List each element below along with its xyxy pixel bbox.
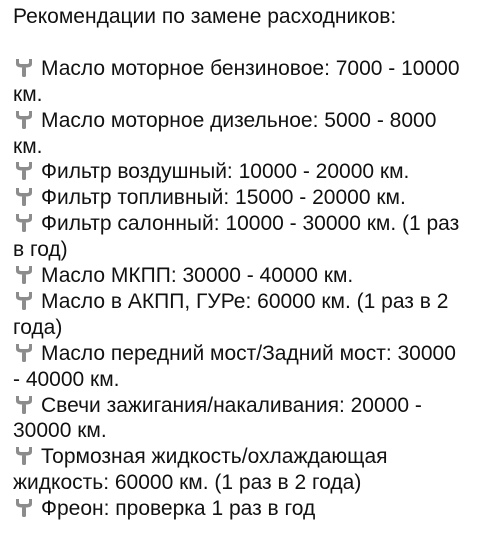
- wrench-icon: [13, 160, 35, 181]
- wrench-icon: [13, 186, 35, 207]
- blank-line: [13, 30, 466, 56]
- list-item: [13, 289, 466, 341]
- wrench-icon: [13, 394, 35, 415]
- item-text: Масло передний мост/Задний мост: 30000 - 40000 км.: [13, 341, 456, 391]
- list-item: [13, 108, 466, 160]
- item-text: Масло моторное бензиновое: 7000 - 10000 км.: [13, 56, 460, 106]
- list-item: [13, 444, 466, 496]
- list-item: [13, 393, 466, 445]
- wrench-icon: [13, 57, 35, 78]
- wrench-icon: [13, 290, 35, 311]
- list-item: [13, 211, 466, 263]
- item-text: Масло моторное дизельное: 5000 - 8000 км.: [13, 108, 437, 158]
- list-item: [13, 263, 466, 289]
- list-item: [13, 185, 466, 211]
- list-item: [13, 496, 466, 522]
- wrench-icon: [13, 264, 35, 285]
- item-text: Масло МКПП: 30000 - 40000 км.: [41, 264, 354, 288]
- item-text: Свечи зажигания/накаливания: 20000 - 30000 км.: [13, 393, 422, 443]
- wrench-icon: [13, 445, 35, 466]
- wrench-icon: [13, 212, 35, 233]
- item-text: Тормозная жидкость/охлаждающая жидкость: 60000 км. (1 раз в 2 года): [13, 445, 388, 495]
- list-item: [13, 341, 466, 393]
- note-title: Рекомендации по замене расходников:: [13, 5, 397, 28]
- list-item: [13, 56, 466, 108]
- item-text: Фильтр воздушный: 10000 - 20000 км.: [41, 160, 410, 184]
- item-text: Фильтр топливный: 15000 - 20000 км.: [41, 186, 406, 210]
- wrench-icon: [13, 109, 35, 130]
- item-text: Фреон: проверка 1 раз в год: [41, 497, 316, 521]
- item-text: Масло в АКПП, ГУРе: 60000 км. (1 раз в 2 года): [13, 289, 449, 339]
- list-item: [13, 159, 466, 185]
- item-text: Фильтр салонный: 10000 - 30000 км. (1 раз в год): [13, 212, 460, 262]
- wrench-icon: [13, 497, 35, 518]
- wrench-icon: [13, 342, 35, 363]
- consumables-list: [13, 56, 466, 522]
